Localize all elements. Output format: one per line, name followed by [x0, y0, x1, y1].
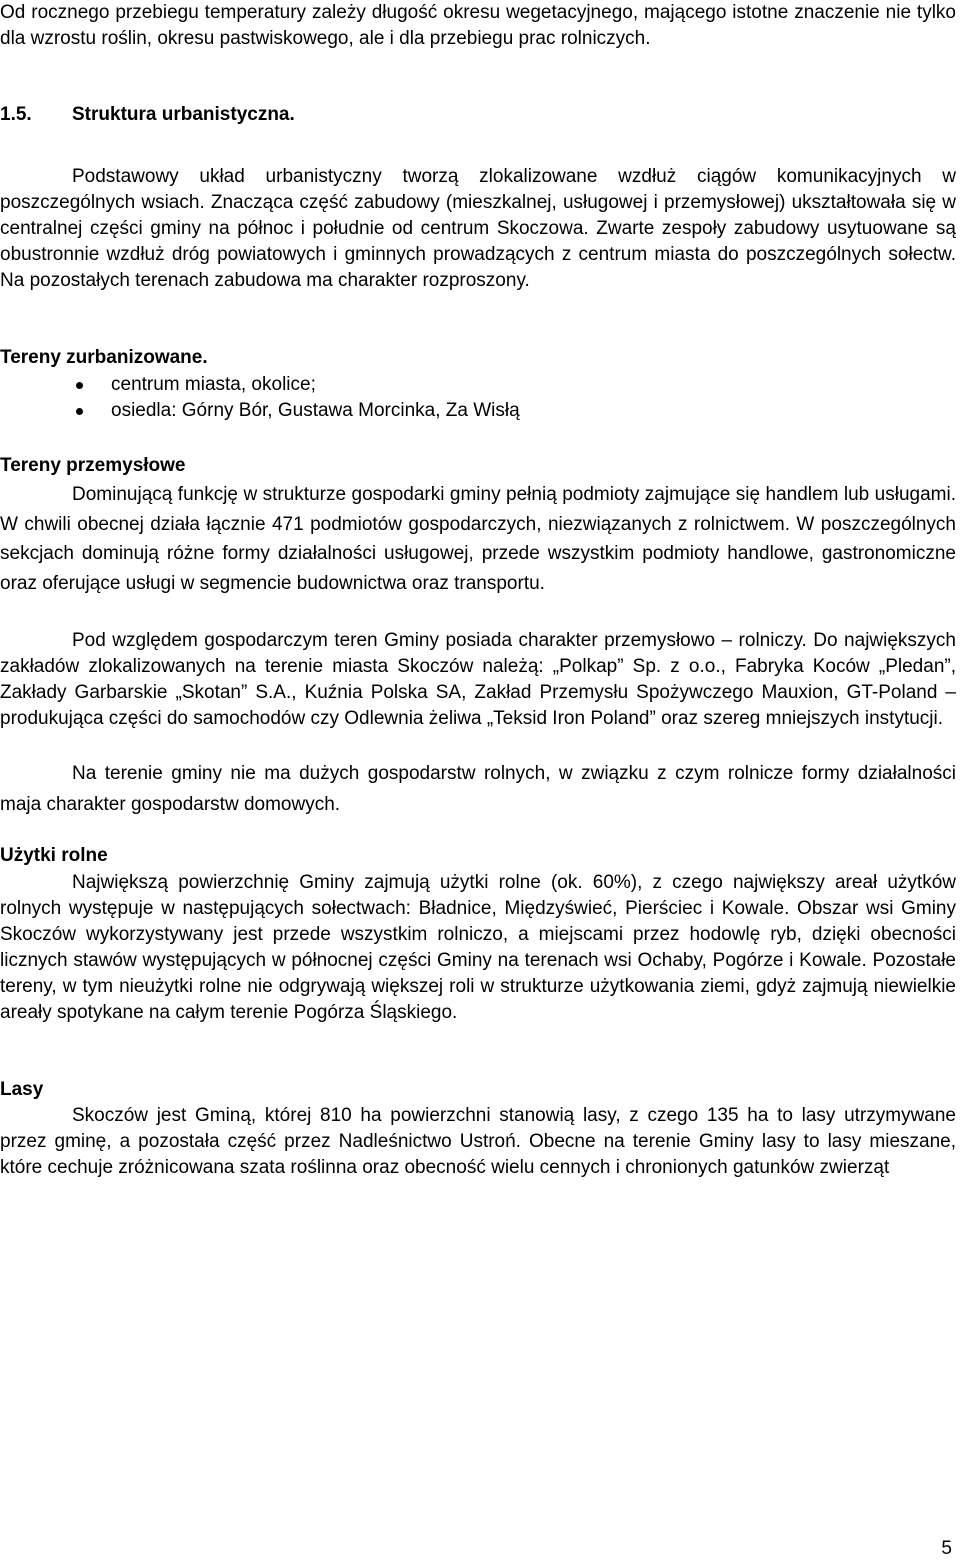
agricultural-heading: Użytki rolne [0, 845, 108, 866]
forests-heading: Lasy [0, 1079, 44, 1100]
industrial-paragraph-1: Dominującą funkcję w strukturze gospodarki gminy pełnią podmioty zajmujące się handlem lub usługami. W chwili obecnej działa łącznie 471 podmiotów gospodarczych, niezwiązanych z rolnictwem. W poszczególnych sekcjach dominują różne formy działalności usługowej, przede wszystkim podmioty handlowe, gastronomiczne oraz oferujące usługi w segmencie budownictwa oraz transportu. [0, 484, 956, 594]
section-title: Struktura urbanistyczna. [72, 104, 295, 125]
urban-structure-paragraph: Podstawowy układ urbanistyczny tworzą zlokalizowane wzdłuż ciągów komunikacyjnych w poszczególnych wsiach. Znacząca część zabudowy (mieszkalnej, usługowej i przemysłowej) ukształtowała się w centralnej części gminy na północ i południe od centrum Skoczowa. Zwarte zespoły zabudowy usytuowane są obustronnie wzdłuż dróg powiatowych i gminnych prowadzących z centrum miasta do poszczególnych sołectw. Na pozostałych terenach zabudowa ma charakter rozproszony. [0, 166, 956, 291]
section-number: 1.5. [0, 104, 32, 125]
page-number: 5 [941, 1538, 952, 1559]
industrial-paragraph-3: Na terenie gminy nie ma dużych gospodarstw rolnych, w związku z czym rolnicze formy działalności maja charakter gospodarstw domowych. [0, 763, 956, 815]
urbanized-heading: Tereny zurbanizowane. [0, 347, 208, 368]
industrial-paragraph-2: Pod względem gospodarczym teren Gminy posiada charakter przemysłowo – rolniczy. Do największych zakładów zlokalizowanych na terenie miasta Skoczów należą: „Polkap” Sp. z o.o., Fabryka Koców „Pledan”, Zakłady Garbarskie „Skotan” S.A., Kuźnia Polska SA, Zakład Przemysłu Spożywczego Mauxion, GT-Poland – produkująca części do samochodów czy Odlewnia żeliwa „Teksid Iron Poland” oraz szereg mniejszych instytucji. [0, 630, 956, 729]
bullet-icon [76, 382, 83, 389]
industrial-heading: Tereny przemysłowe [0, 455, 186, 476]
urbanized-list [0, 372, 520, 424]
section-heading [0, 102, 295, 128]
list-item: centrum miasta, okolice; [0, 372, 520, 398]
agricultural-paragraph: Największą powierzchnię Gminy zajmują użytki rolne (ok. 60%), z czego największy areał użytków rolnych występuje w następujących sołectwach: Bładnice, Międzyświeć, Pierściec i Kowale. Obszar wsi Gminy Skoczów wykorzystywany jest przede wszystkim rolniczo, a miejscami przez hodowlę ryb, dzięki obecności licznych stawów występujących w północnej części Gminy na terenach wsi Ochaby, Pogórze i Kowale. Pozostałe tereny, w tym nieużytki rolne nie odgrywają większej roli w strukturze użytkowania ziemi, gdyż zajmują niewielkie areały spotykane na całym terenie Pogórza Śląskiego. [0, 872, 956, 1023]
forests-paragraph: Skoczów jest Gminą, której 810 ha powierzchni stanowią lasy, z czego 135 ha to lasy utrzymywane przez gminę, a pozostała część przez Nadleśnictwo Ustroń. Obecne na terenie Gminy lasy to lasy mieszane, które cechuje zróżnicowana szata roślinna oraz obecność wielu cennych i chronionych gatunków zwierząt [0, 1105, 956, 1178]
bullet-icon [76, 408, 83, 415]
intro-paragraph: Od rocznego przebiegu temperatury zależy długość okresu wegetacyjnego, mającego istotne znaczenie nie tylko dla wzrostu roślin, okresu pastwiskowego, ale i dla przebiegu prac rolniczych. [0, 2, 956, 49]
list-item: osiedla: Górny Bór, Gustawa Morcinka, Za Wisłą [0, 398, 520, 424]
